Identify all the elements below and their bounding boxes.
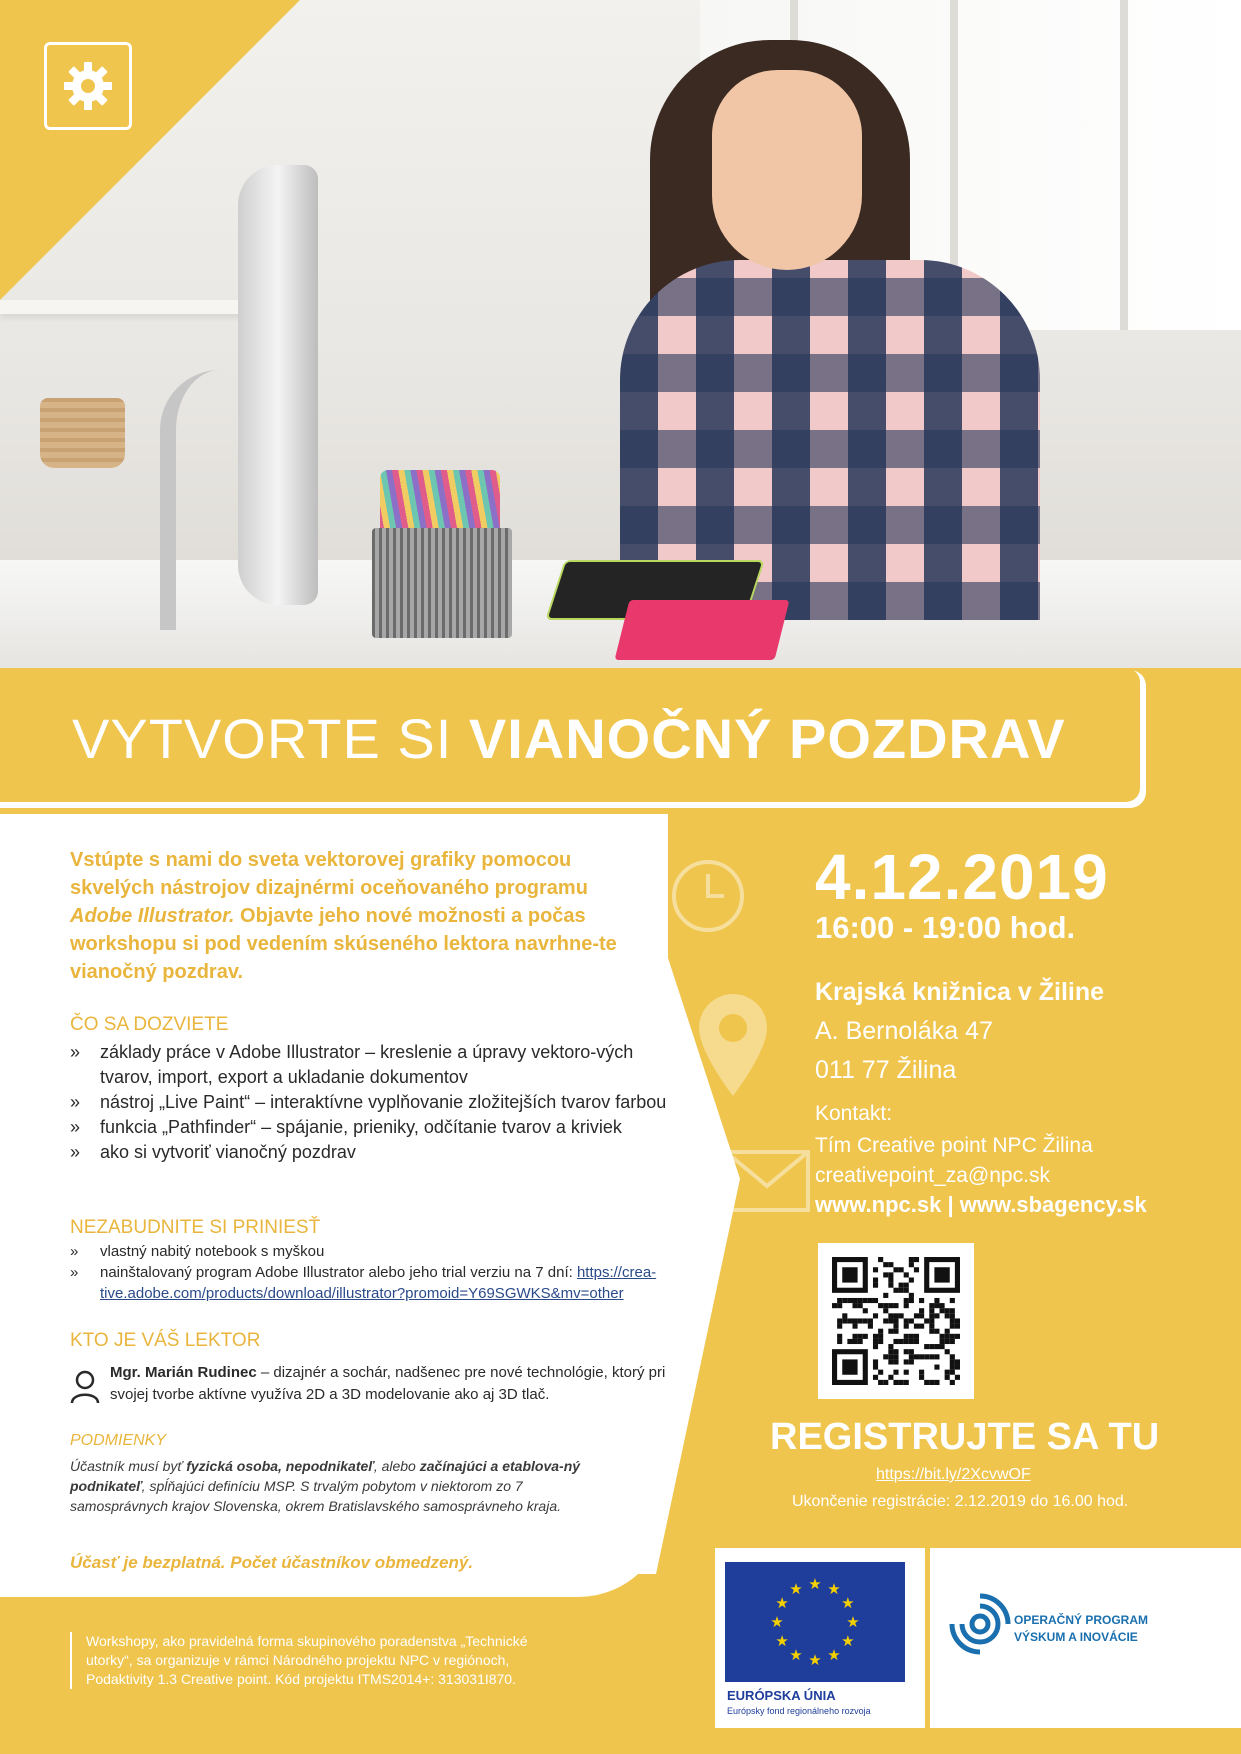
person-icon [70, 1370, 100, 1404]
conditions-bold: začínajúci a etablova-ný podnikateľ [70, 1458, 581, 1494]
basket [40, 398, 125, 468]
op-text [1014, 1612, 1148, 1646]
eu-star: ★ [841, 1594, 855, 1612]
eu-star: ★ [808, 1651, 822, 1669]
mail-icon [722, 1146, 812, 1216]
eu-star: ★ [770, 1613, 784, 1631]
lektor-heading: KTO JE VÁŠ LEKTOR [70, 1330, 261, 1351]
eu-star: ★ [775, 1594, 789, 1612]
eu-name: EURÓPSKA ÚNIA [727, 1688, 836, 1703]
lektor-text [110, 1362, 670, 1406]
conditions-part: Účastník musí byť [70, 1458, 187, 1474]
eu-star: ★ [827, 1645, 841, 1664]
list-item: » ako si vytvoriť vianočný pozdrav [70, 1140, 670, 1165]
eu-star: ★ [789, 1580, 803, 1599]
list-item: » vlastný nabitý notebook s myškou [70, 1241, 720, 1262]
intro-program: Adobe Illustrator. [70, 905, 235, 927]
eu-star: ★ [846, 1613, 860, 1631]
title-bold: VIANOČNÝ POZDRAV [468, 707, 1066, 770]
list-item: » funkcia „Pathfinder“ – spájanie, prieniky, odčítanie tvarov a kriviek [70, 1115, 670, 1140]
list-item: » nástroj „Live Paint“ – interaktívne vyplňovanie zložitejších tvarov farbou [70, 1090, 670, 1115]
eu-star: ★ [789, 1645, 803, 1664]
list-item: » základy práce v Adobe Illustrator – kreslenie a úpravy vektoro-vých tvarov, import, export a ukladanie dokumentov [70, 1040, 670, 1090]
shelf [0, 300, 260, 314]
event-time: 16:00 - 19:00 hod. [815, 910, 1076, 945]
op-logo [930, 1548, 1241, 1728]
free-note: Účasť je bezplatná. Počet účastníkov obmedzený. [70, 1553, 474, 1572]
intro-part1: Vstúpte s nami do sveta vektorovej grafiky pomocou skvelých nástrojov dizajnérmi oceňovaného programu [70, 849, 588, 899]
adobe-download-link[interactable]: https://crea-tive.adobe.com/products/download/illustrator?promoid=Y69SGWKS&mv=other [100, 1264, 657, 1302]
contact-email[interactable]: creativepoint_za@npc.sk [815, 1164, 1050, 1187]
intro-part2: Objavte jeho nové možnosti a počas workshopu si pod vedením skúseného lektora navrhne-te vianočný pozdrav. [70, 905, 617, 983]
title-light: VYTVORTE SI [72, 707, 469, 770]
eu-subtitle: Európsky fond regionálneho rozvoja [727, 1706, 871, 1716]
conditions-part: , alebo [373, 1458, 420, 1474]
register-heading: REGISTRUJTE SA TU [770, 1416, 1160, 1458]
venue-city: 011 77 Žilina [815, 1056, 957, 1084]
op-logo-icon [948, 1592, 1012, 1656]
op-line2: VÝSKUM A INOVÁCIE [1014, 1630, 1138, 1644]
eu-stars [725, 1562, 905, 1682]
pink-notebook [615, 600, 790, 660]
conditions-bold: fyzická osoba, nepodnikateľ [186, 1458, 374, 1474]
venue-name: Krajská knižnica v Žiline [815, 978, 1105, 1006]
lektor-desc: – dizajnér a sochár, nadšenec pre nové technológie, ktorý pri svojej tvorbe aktívne využíva 2D a 3D modelovanie ako aj 3D tlač. [110, 1364, 666, 1403]
eu-star: ★ [808, 1575, 822, 1593]
qr-code-image [832, 1257, 960, 1385]
eu-star: ★ [841, 1632, 855, 1650]
lektor-name: Mgr. Marián Rudinec [110, 1364, 257, 1381]
pencil-cup [372, 528, 512, 638]
conditions-part: , spĺňajúci definíciu MSP. S trvalým pobytom v niektorom zo 7 samosprávnych krajov Slovenska, okrem Bratislavského samosprávneho kraja. [70, 1478, 561, 1514]
bring-heading: NEZABUDNITE SI PRINIESŤ [70, 1217, 321, 1238]
register-link[interactable]: https://bit.ly/2XcvwOF [876, 1466, 1031, 1483]
register-deadline: Ukončenie registrácie: 2.12.2019 do 16.00 hod. [792, 1493, 1129, 1510]
event-date: 4.12.2019 [815, 841, 1109, 913]
conditions-heading: PODMIENKY [70, 1432, 167, 1449]
contact-label: Kontakt: [815, 1102, 893, 1125]
list-item [70, 1262, 720, 1304]
eu-logo [715, 1548, 925, 1728]
page-title [72, 706, 1066, 771]
clock-icon [668, 856, 748, 936]
contact-websites[interactable]: www.npc.sk | www.sbagency.sk [815, 1192, 1147, 1217]
intro-text [70, 846, 650, 986]
conditions-text [70, 1456, 610, 1516]
eu-star: ★ [775, 1632, 789, 1650]
eu-flag [725, 1562, 905, 1682]
woman-face [712, 70, 862, 270]
registration-qr-code[interactable] [818, 1243, 974, 1399]
location-pin-icon [693, 990, 773, 1100]
learn-heading: ČO SA DOZVIETE [70, 1014, 229, 1035]
footer-note: Workshopy, ako pravidelná forma skupinového poradenstva „Technické utorky“, sa organizuje v rámci Národného projektu NPC v regiónoch, Podaktivity 1.3 Creative point. Kód projektu ITMS2014+: 313031I870. [70, 1632, 570, 1689]
contact-team: Tím Creative point NPC Žilina [815, 1134, 1093, 1157]
bring-item-text: nainštalovaný program Adobe Illustrator alebo jeho trial verziu na 7 dní: [100, 1264, 577, 1281]
venue-street: A. Bernoláka 47 [815, 1017, 993, 1045]
bring-list [70, 1241, 720, 1304]
gear-icon [44, 42, 132, 130]
eu-star: ★ [827, 1580, 841, 1599]
op-line1: OPERAČNÝ PROGRAM [1014, 1613, 1149, 1627]
learn-list [70, 1040, 670, 1165]
